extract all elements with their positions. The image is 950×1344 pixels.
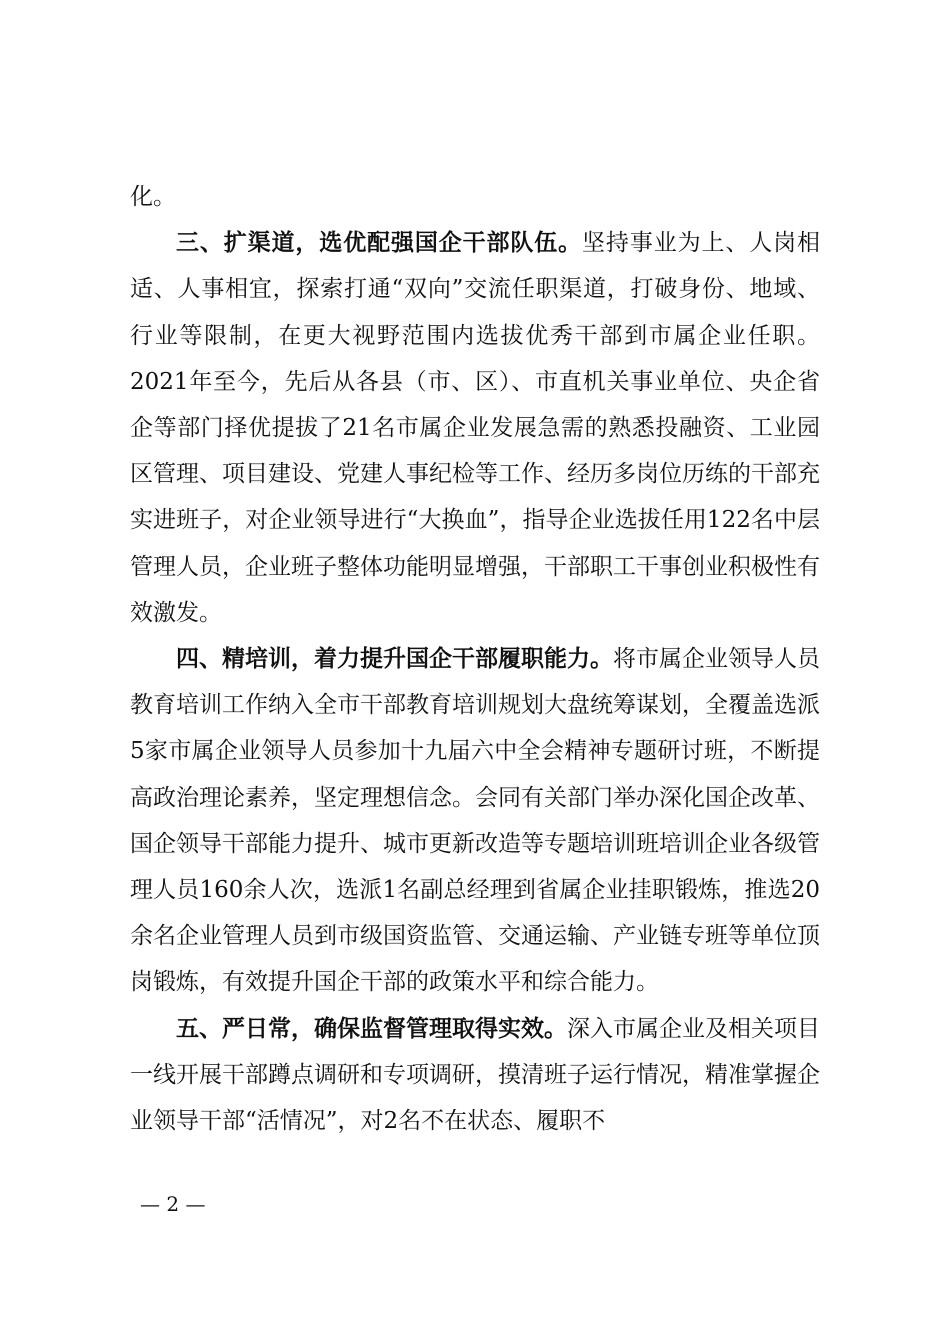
paragraph-text: 将市属企业领导人员教育培训工作纳入全市干部教育培训规划大盘统筹谋划，全覆盖选派5家市属企业领导人员参加十九届六中全会精神专题研讨班，不断提高政治理论素养，坚定理想信念。会同有关部门举办深化国企改革、国企领导干部能力提升、城市更新改造等专题培训班培训企业各级管理人员160余人次，选派1名副总经理到省属企业挂职锻炼，推选20余名企业管理人员到市级国资监管、交通运输、产业链专班等单位顶岗锻炼，有效提升国企干部的政策水平和综合能力。 (130, 646, 820, 996)
document-body (130, 174, 820, 1144)
paragraph-section-three (130, 220, 820, 636)
page-number: — 2 — (140, 1192, 206, 1216)
paragraph-text: 坚持事业为上、人岗相适、人事相宜，探索打通“双向”交流任职渠道，打破身份、地域、行业等限制，在更大视野范围内选拔优秀干部到市属企业任职。2021年至今，先后从各县（市、区）、市直机关事业单位、央企省企等部门择优提拔了21名市属企业发展急需的熟悉投融资、工业园区管理、项目建设、党建人事纪检等工作、经历多岗位历练的干部充实进班子，对企业领导进行“大换血”，指导企业选拔任用122名中层管理人员，企业班子整体功能明显增强，干部职工干事创业积极性有效激发。 (130, 230, 821, 626)
section-heading: 三、扩渠道，选优配强国企干部队伍。 (176, 229, 583, 257)
paragraph-text: 深入市属企业及相关项目一线开展干部蹲点调研和专项调研，摸清班子运行情况，精准掌握企业领导干部“活情况”，对2名不在状态、履职不 (130, 1015, 820, 1135)
paragraph-section-four (130, 636, 820, 1006)
section-heading: 五、严日常，确保监督管理取得实效。 (176, 1014, 567, 1042)
paragraph-section-five (130, 1006, 820, 1145)
paragraph-text: 化。 (130, 184, 176, 210)
paragraph-continuation (130, 174, 820, 220)
section-heading: 四、精培训，着力提升国企干部履职能力。 (176, 645, 613, 673)
